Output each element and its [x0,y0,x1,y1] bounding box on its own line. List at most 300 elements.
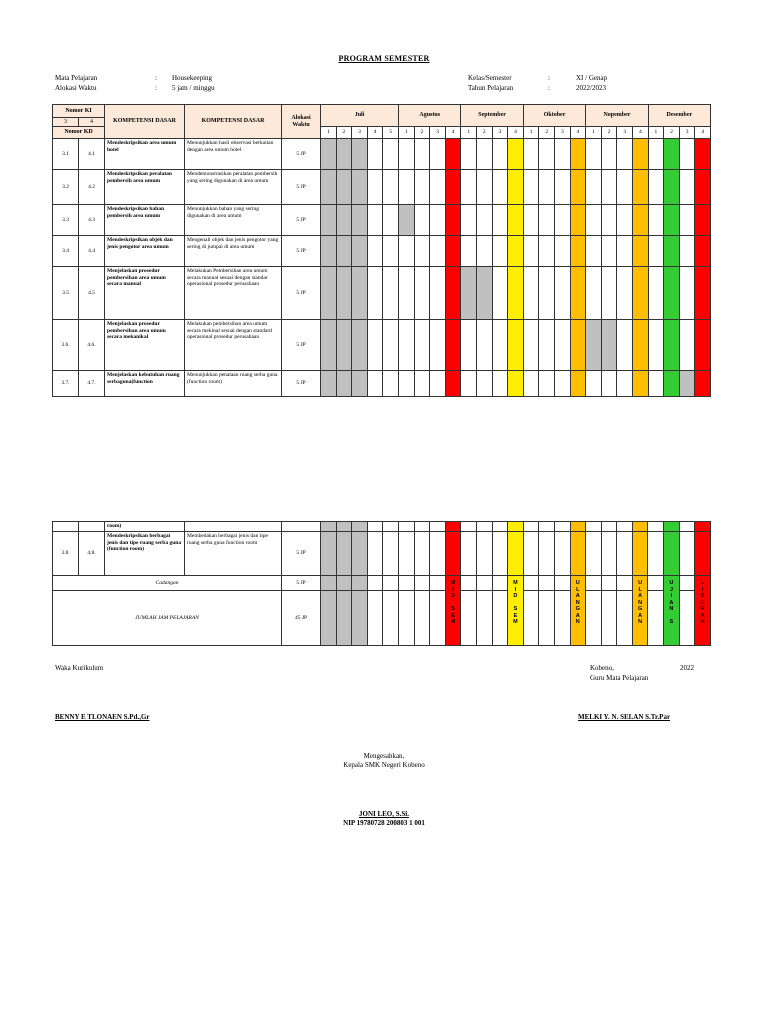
header-week: 1 [648,127,664,139]
header-week: 4 [695,127,711,139]
jp-value: 5 JP [282,205,321,236]
header-week: 1 [461,127,477,139]
week-cell [586,236,602,267]
table-row [53,170,711,205]
week-cell [633,205,649,236]
mapel-value: Housekeeping [172,74,213,82]
week-cell [367,170,383,205]
week-cell [586,532,602,576]
week-cell [430,236,446,267]
week-cell [461,236,477,267]
week-cell [664,371,680,397]
week-cell [679,236,695,267]
week-cell [367,267,383,320]
tahun-label: Tahun Pelajaran [468,84,514,92]
week-cell [664,236,680,267]
week-cell [399,320,415,371]
week-cell [664,267,680,320]
week-cell [539,371,555,397]
week-cell [648,170,664,205]
week-cell [523,205,539,236]
week-cell [508,205,524,236]
week-cell [399,205,415,236]
week-cell [664,320,680,371]
week-cell [321,236,337,267]
waka-name: BENNY E TLONAEN S.Pd.,Gr [55,713,150,721]
cadangan-label: Cadangan [53,576,282,591]
header-week: 3 [492,127,508,139]
week-cell [367,371,383,397]
week-cell [445,267,461,320]
week-cell [352,591,368,646]
week-cell [492,591,508,646]
week-cell [555,205,571,236]
week-cell [399,170,415,205]
week-cell [477,267,493,320]
mapel-label: Mata Pelajaran [55,74,98,82]
header-week: 1 [523,127,539,139]
week-cell [648,205,664,236]
week-cell [523,267,539,320]
exam-label: M I D S E M [445,576,461,646]
week-cell [445,139,461,170]
week-cell [586,139,602,170]
week-cell [570,371,586,397]
week-cell [430,371,446,397]
week-cell [430,320,446,371]
week-cell [430,532,446,576]
week-cell [679,205,695,236]
week-cell [430,170,446,205]
week-cell [336,320,352,371]
week-cell [336,522,352,532]
week-cell [555,170,571,205]
ki3-number: 3.4 [53,236,79,267]
week-cell [586,576,602,591]
colon: : [155,74,157,82]
week-cell [336,576,352,591]
header-week: 4 [445,127,461,139]
document-title: PROGRAM SEMESTER [338,54,430,63]
week-cell [492,371,508,397]
week-cell [679,522,695,532]
week-cell [445,205,461,236]
week-cell [352,236,368,267]
week-cell [570,170,586,205]
week-cell [632,532,648,576]
header-ki4: 4 [79,118,105,127]
week-cell [383,371,399,397]
ki4-number: 4.1 [79,139,105,170]
colon: : [548,84,550,92]
week-cell [383,576,399,591]
week-cell [321,205,337,236]
week-cell [508,267,524,320]
week-cell [539,267,555,320]
week-cell [352,205,368,236]
week-cell [648,532,664,576]
header-week: 3 [679,127,695,139]
week-cell [555,236,571,267]
kd4-text: Mendemonstrasikan peralatan pembersih yang sering digunakan di area umum [185,170,282,205]
week-cell [632,522,648,532]
kd3-text: Mendeskripsikan bahan pembersih area umum [105,205,185,236]
week-cell [352,532,368,576]
week-cell [336,170,352,205]
week-cell [523,236,539,267]
week-cell [570,236,586,267]
header-week: 2 [664,127,680,139]
ki3-number: 3.3 [53,205,79,236]
week-cell [523,532,539,576]
week-cell [617,139,633,170]
week-cell [586,371,602,397]
kd3-text: room) [105,522,185,532]
week-cell [539,591,555,646]
year: 2022 [680,664,694,672]
week-cell [321,267,337,320]
week-cell [586,267,602,320]
week-cell [648,591,664,646]
week-cell [664,532,680,576]
schedule-table-continued [52,521,711,646]
ki3-number: 3.2 [53,170,79,205]
header-week: 1 [586,127,602,139]
week-cell [321,576,337,591]
kd4-text: Melakukan Pembersihan area umum secara manual sesuai dengan standar operasional prosedur perusahaan [185,267,282,320]
week-cell [383,236,399,267]
week-cell [664,522,680,532]
week-cell [508,522,524,532]
week-cell [321,532,337,576]
week-cell [461,320,477,371]
week-cell [461,267,477,320]
exam-label: U J I A N S [664,576,680,646]
week-cell [648,576,664,591]
week-cell [523,320,539,371]
ki4-number: 4.7. [79,371,105,397]
week-cell [695,522,711,532]
week-cell [476,591,492,646]
week-cell [430,139,446,170]
kd3-text: Mendeskripsikan peralatan pembersih area umum [105,170,185,205]
header-week: 4 [508,127,524,139]
week-cell [383,170,399,205]
week-cell [461,591,477,646]
week-cell [539,522,555,532]
header-week: 1 [321,127,337,139]
week-cell [414,139,430,170]
header-week: 4 [367,127,383,139]
week-cell [461,522,477,532]
week-cell [352,139,368,170]
waka-title: Waka Kurikulum [55,664,104,672]
header-week: 3 [430,127,446,139]
week-cell [414,576,430,591]
ki3-number: 3.6. [53,320,79,371]
week-cell [601,236,617,267]
week-cell [539,532,555,576]
week-cell [477,320,493,371]
week-cell [398,576,414,591]
ki4-number: 4.3 [79,205,105,236]
kd4-text: Membedakan berbagai jenis dan tipe ruang serba guna function room [185,532,282,576]
week-cell [445,236,461,267]
week-cell [586,205,602,236]
week-cell [523,139,539,170]
week-cell [430,522,446,532]
week-cell [617,267,633,320]
colon: : [155,84,157,92]
week-cell [414,170,430,205]
week-cell [367,576,383,591]
week-cell [648,236,664,267]
week-cell [445,522,461,532]
week-cell [492,139,508,170]
week-cell [492,320,508,371]
week-cell [336,139,352,170]
week-cell [679,576,695,591]
week-cell [523,522,539,532]
week-cell [679,591,695,646]
kepala-name: JONI LEO, S.Si. [359,810,409,818]
week-cell [570,522,586,532]
week-cell [367,522,383,532]
header-week: 2 [477,127,493,139]
week-cell [601,320,617,371]
week-cell [492,267,508,320]
table-row [53,205,711,236]
week-cell [321,371,337,397]
week-cell [492,236,508,267]
exam-label: M I D S E M [508,576,524,646]
header-month: Juli [321,105,399,127]
week-cell [695,236,711,267]
header-ki3: 3 [53,118,79,127]
schedule-table [52,104,711,397]
week-cell [664,170,680,205]
week-cell [555,267,571,320]
week-cell [367,139,383,170]
week-cell [586,170,602,205]
week-cell [617,170,633,205]
week-cell [601,267,617,320]
week-cell [601,139,617,170]
week-cell [648,522,664,532]
ki4-number: 4.2 [79,170,105,205]
week-cell [679,371,695,397]
week-cell [679,139,695,170]
kd4-text: Mengenali objek dan jenis pengotor yang sering di jumpai di area umum [185,236,282,267]
week-cell [352,267,368,320]
week-cell [367,532,383,576]
week-cell [398,532,414,576]
week-cell [617,591,633,646]
header-week: 5 [383,127,399,139]
week-cell [555,371,571,397]
ki4-number [79,522,105,532]
week-cell [430,267,446,320]
week-cell [601,591,617,646]
week-cell [399,371,415,397]
week-cell [383,205,399,236]
header-month: Agustus [399,105,461,127]
week-cell [601,205,617,236]
week-cell [554,591,570,646]
week-cell [445,320,461,371]
kd3-text: Mendeskripsikan berbagai jenis dan tipe ruang serba guna (function room) [105,532,185,576]
kd4-text: Melakukan pembersihan area umum secara mekinal sesuai dengan standard operasional prosedur perusahaan [185,320,282,371]
header-month: Oktober [523,105,585,127]
header-month: September [461,105,523,127]
header-week: 1 [399,127,415,139]
week-cell [383,522,399,532]
week-cell [414,236,430,267]
week-cell [476,532,492,576]
table-row [53,139,711,170]
ki3-number: 3.7. [53,371,79,397]
week-cell [383,139,399,170]
header-nomor-kd: Nomor KD [53,127,105,139]
week-cell [367,205,383,236]
header-alokasi-waktu: Alokasi Waktu [282,105,321,139]
week-cell [633,170,649,205]
week-cell [414,267,430,320]
week-cell [336,532,352,576]
week-cell [336,371,352,397]
header-week: 3 [555,127,571,139]
week-cell [554,532,570,576]
header-week: 4 [570,127,586,139]
jp-value: 5 JP [282,236,321,267]
ki4-number: 4.5 [79,267,105,320]
week-cell [352,522,368,532]
header-week: 3 [617,127,633,139]
week-cell [321,139,337,170]
week-cell [461,139,477,170]
week-cell [352,371,368,397]
week-cell [476,576,492,591]
kd4-text [185,522,282,532]
week-cell [398,522,414,532]
week-cell [321,591,337,646]
week-cell [445,532,461,576]
week-cell [523,170,539,205]
table-row [53,591,711,646]
week-cell [695,170,711,205]
week-cell [336,267,352,320]
week-cell [601,170,617,205]
week-cell [430,576,446,591]
week-cell [476,522,492,532]
week-cell [586,522,602,532]
week-cell [492,576,508,591]
week-cell [414,522,430,532]
cadangan-jp: 5 JP [282,576,321,591]
week-cell [601,532,617,576]
week-cell [336,236,352,267]
alokasi-label: Alokasi Waktu [55,84,97,92]
place-date: Kobeno, [590,664,614,672]
week-cell [352,320,368,371]
alokasi-value: 5 jam / minggu [172,84,215,92]
week-cell [539,320,555,371]
table-row [53,522,711,532]
week-cell [555,320,571,371]
week-cell [679,267,695,320]
week-cell [617,320,633,371]
ki3-number [53,522,79,532]
week-cell [414,205,430,236]
jp-value: 5 JP [282,267,321,320]
week-cell [570,205,586,236]
week-cell [539,139,555,170]
table-row [53,576,711,591]
week-cell [601,522,617,532]
ki3-number: 3.5 [53,267,79,320]
week-cell [695,267,711,320]
exam-label: U L A N G A N [570,576,586,646]
exam-label: L I B U R A N [695,576,711,646]
week-cell [430,205,446,236]
week-cell [648,320,664,371]
week-cell [414,371,430,397]
week-cell [508,236,524,267]
week-cell [492,532,508,576]
week-cell [570,139,586,170]
week-cell [664,139,680,170]
week-cell [321,320,337,371]
jp-value: 5 JP [282,320,321,371]
week-cell [414,591,430,646]
week-cell [617,576,633,591]
jp-value [282,522,321,532]
week-cell [539,576,555,591]
week-cell [633,320,649,371]
week-cell [461,205,477,236]
header-week: 2 [336,127,352,139]
week-cell [399,236,415,267]
table-row [53,236,711,267]
week-cell [336,205,352,236]
week-cell [414,320,430,371]
week-cell [601,371,617,397]
week-cell [523,371,539,397]
week-cell [570,532,586,576]
week-cell [555,139,571,170]
week-cell [367,236,383,267]
week-cell [383,591,399,646]
kelas-value: XI / Genap [576,74,608,82]
header-week: 2 [414,127,430,139]
week-cell [617,236,633,267]
week-cell [336,591,352,646]
week-cell [445,170,461,205]
jp-value: 5 JP [282,170,321,205]
week-cell [461,576,477,591]
week-cell [695,371,711,397]
header-kompetensi-dasar-3: KOMPETENSI DASAR [105,105,185,139]
week-cell [445,371,461,397]
week-cell [539,205,555,236]
week-cell [633,236,649,267]
week-cell [633,267,649,320]
week-cell [633,371,649,397]
week-cell [383,267,399,320]
week-cell [492,170,508,205]
week-cell [352,576,368,591]
week-cell [492,205,508,236]
